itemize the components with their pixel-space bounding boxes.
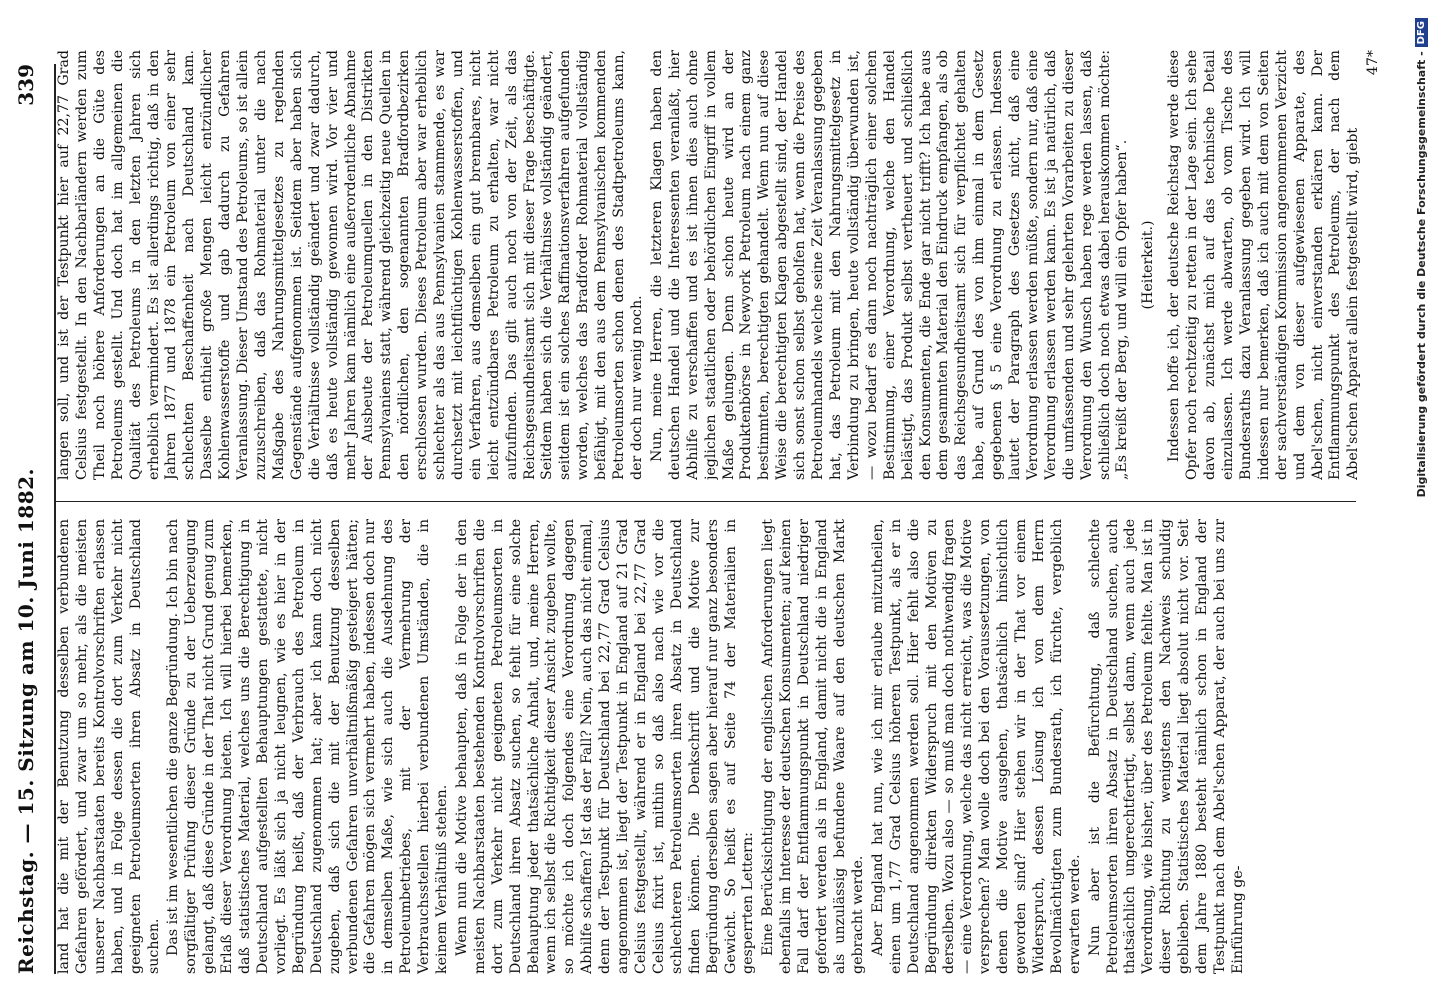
quote-paragraph: Eine Berücksichtigung der englischen Anforderungen liegt ebenfalls im Interesse der deutschen Konsumenten; auf keinen Fall darf der Entflammungspunkt in Deutschland niedriger gefordert werden als in England, damit nicht die in England als unzulässig befundene Waare auf den deutschen Markt gebracht werde. (760, 519, 866, 974)
page-header (8, 0, 48, 1000)
digitization-credit (1401, 0, 1432, 1000)
sidebar-credit (1392, 0, 1432, 1000)
paragraph: langen soll, und ist der Testpunkt hier auf 22,77 Grad Celsius festgestellt. In den Nachbarländern werden zum Theil noch höhere Anforderungen an die Güte des Petroleums gestellt. Und doch hat im allgemeinen die Qualität des Petroleums in den letzten Jahren sich erheblich vermindert. Es ist allerdings richtig, daß in den Jahren 1877 und 1878 ein Petroleum von einer sehr schlechten Beschaffenheit nach Deutschland kam. Dasselbe enthielt große Mengen leicht entzündlicher Kohlenwasserstoffe und gab dadurch zu Gefahren Veranlassung. Dieser Umstand des Petroleums, so ist allein zuzuschreiben, daß das Rohmaterial unter die nach Maßgabe des Nahrungsmittelgesetzes zu regelnden Gegenstände aufgenommen ist. Seitdem aber haben sich die Verhältnisse vollständig geändert und zwar dadurch, daß es heute vollständig gewonnen wird. Vor vier und mehr Jahren kam nämlich eine außerordentliche Abnahme der Ausbeute der Petroleumquellen in den Distrikten Pennsylvaniens statt, während gleichzeitig neue Quellen in den nördlichen, den sogenannten Bradfordbezirken erschlossen wurden. Dieses Petroleum aber war erheblich schlechter als das aus Pennsylvanien stammende, es war durchsetzt mit leichtflüchtigen Kohlenwasserstoffen, und ein Verfahren, aus demselben ein gut brennbares, nicht leicht entzündbares Petroleum zu erhalten, war nicht aufzufinden. Das gilt auch noch von der Zeit, als das Reichsgesundheitsamt sich mit dieser Frage beschäftigte. Seitdem haben sich die Verhältnisse vollständig geändert, seitdem ist ein solches Raffinationsverfahren aufgefunden worden, welches das Bradforder Rohmaterial vollständig befähigt, mit den aus dem Pennsylvanischen kommenden Petroleumsorten schon denen des Stadtpetroleums kann, der doch nur wenig noch. (56, 50, 645, 480)
left-column (56, 519, 1396, 974)
paragraph: Das ist im wesentlichen die ganze Begründung. Ich bin nach sorgfältiger Prüfung dieser Gründe zu der Ueberzeugung gelangt, daß diese Gründe in der That nicht Grund genug zum Erlaß dieser Verordnung bieten. Ich will hierbei bemerken, daß statistisches Material, welches uns die Berechtigung in Deutschland aufgestellten Behauptungen gestattete, nicht vorliegt. Es läßt sich ja nicht leugnen, wie es hier in der Begründung heißt, daß der Verbrauch des Petroleum in Deutschland zugenommen hat; aber ich kann doch nicht zugeben, daß sich die mit der Benutzung desselben verbundenen Gefahren unverhältnißmäßig gesteigert hätten; die Gefahren mögen sich vermehrt haben, indessen doch nur in demselben Maße, wie sich auch die Ausdehnung des Petroleumbetriebes, mit der Vermehrung der Verbrauchsstellen hierbei verbundenen Umständen, die in keinem Verhältniß stehen. (165, 519, 451, 974)
page-number: 339 (14, 64, 38, 106)
column-divider (56, 501, 1356, 502)
paragraph: Nun aber ist die Befürchtung, daß schlechte Petroleumsorten ihren Absatz in Deutschland suchen, auch thatsächlich ungerechtfertigt, selbst dann, wenn auch jede Verordnung, wie bisher, über des Petroleum fehlte. Man ist in dieser Richtung zu wenigstens den Nachweis schuldig geblieben. Statistisches Material liegt absolut nicht vor. Seit dem Jahre 1880 besteht nämlich schon in England der Testpunkt nach dem Abel'schen Apparat, der auch bei uns zur Einführung ge- (1086, 519, 1246, 974)
paragraph: Nun, meine Herren, die letzteren Klagen haben den deutschen Handel und die Interessenten veranlaßt, hier Abhilfe zu verschaffen und es ist ihnen dies auch ohne jeglichen staatlichen oder behördlichen Eingriff in vollem Maße gelungen. Denn schon heute wird an der Produktenbörse in Newyork Petroleum nach einem ganz bestimmten, berechtigten gehandelt. Wenn nun auf diese Weise die berechtigten Klagen abgestellt sind, der Handel sich sonst schon selbst geholfen hat, wenn die Preise des Petroleumhandels welche seine Zeit Veranlassung gegeben hat, das Petroleum mit den Nahrungsmittelgesetz in Verbindung zu bringen, heute vollständig überwunden ist, — wozu bedarf es dann noch nachträglich einer solchen Bestimmung, einer Verordnung, welche den Handel belästigt, das Produkt selbst vertheuert und schließlich den Konsumenten, die Ende gar nicht trifft? Ich habe aus dem gesammten Material den Eindruck empfangen, als ob das Reichsgesundheitsamt sich für verpflichtet gehalten habe, auf Grund des von ihm einmal in dem Gesetz gegebenen § 5 eine Verordnung zu erlassen. Indessen lautet der Paragraph des Gesetzes nicht, daß eine Verordnung erlassen werden müßte, sondern nur, daß eine Verordnung erlassen werden kann. Es ist ja natürlich, daß die umfassenden und sehr gelehrten Vorarbeiten zu dieser Verordnung den Wunsch haben rege werden lassen, daß schließlich doch noch etwas dabei herauskommen möchte: „Es kreißt der Berg, und will ein Opfer haben“. (648, 50, 1131, 480)
paragraph: Aber England hat nun, wie ich mir erlaube mitzutheilen, einen um 1,77 Grad Celsius höheren Testpunkt, als er in Deutschland angenommen werden soll. Hier fehlt also die Begründung direkten Widerspruch mit den Motiven zu derselben. Wozu also — so muß man doch nothwendig fragen — eine Verordnung, welche das nicht erreicht, was die Motive versprechen? Man wolle doch bei den Voraussetzungen, von denen die Motive ausgehen, thatsächlich hinsichtlich geworden sind? Hier stehen wir in der That vor einem Widerspruch, dessen Lösung ich von dem Herrn Bevollmächtigten zum Bundesrath, ich fürchte, vergeblich erwarten werde. (869, 519, 1083, 974)
dfg-logo: DFG (1415, 18, 1428, 47)
right-column (56, 50, 1396, 480)
paragraph: Wenn nun die Motive behaupten, daß in Folge der in den meisten Nachbarstaaten bestehenden Kontrolvorschriften die dort zum Verkehr nicht geeigneten Petroleumsorten in Deutschland ihren Absatz suchen, so fehlt für eine solche Behauptung jeder thatsächliche Anhalt, und, meine Herren, wenn ich selbst die Richtigkeit dieser Ansicht zugeben wollte, so möchte ich doch folgendes eine Verordnung dagegen Abhilfe schaffen? Ist das der Fall? Nein, auch das nicht einmal, denn der Testpunkt für Deutschland bei 22,77 Grad Celsius angenommen ist, liegt der Testpunkt in England auf 21 Grad Celsius festgestellt, während er in England bei 22,77 Grad Celsius fixirt ist, mithin so daß also nach wie vor die schlechteren Petroleumsorten ihren Absatz in Deutschland finden können. Die Denkschrift und die Motive zur Begründung derselben sagen aber hierauf nur ganz besonders Gewicht. So heißt es auf Seite 74 der Materialien in gesperrten Lettern: (453, 519, 757, 974)
paragraph: Indessen hoffe ich, der deutsche Reichstag werde diese Opfer noch rechtzeitig zu retten in der Lage sein. Ich sehe davon ab, zunächst mich auf das technische Detail einzulassen. Ich werde abwarten, ob vom Tische des Bundesraths dazu Veranlassung gegeben wird. Ich will indessen nur bemerken, daß ich auch mit dem von Seiten der sachverständigen Kommission angenommenen Verzicht und dem von dieser aufgewiesenen Apparate, des Abel'schen, nicht einverstanden erklären kann. Der Entflammungspunkt des Petroleums, der nach dem Abel'schen Apparat allein festgestellt wird, giebt (1166, 50, 1362, 480)
running-title: Reichstag. — 15. Sitzung am 10. Juni 1882. (14, 468, 38, 974)
signature-mark: 47* (1365, 50, 1382, 76)
interjection: (Heiterkeit.) (1140, 220, 1157, 310)
credit-text: Digitalisierung gefördert durch die Deutsche Forschungsgemeinschaft - (1414, 51, 1428, 498)
paragraph: land hat die mit der Benutzung desselben verbundenen Gefahren gefördert, und zwar um so mehr, als die meisten unserer Nachbarstaaten bereits Kontrolvorschriften erlassen haben, und in Folge dessen die dort zum Verkehr nicht geeigneten Petroleumsorten ihren Absatz in Deutschland suchen. (56, 519, 162, 974)
